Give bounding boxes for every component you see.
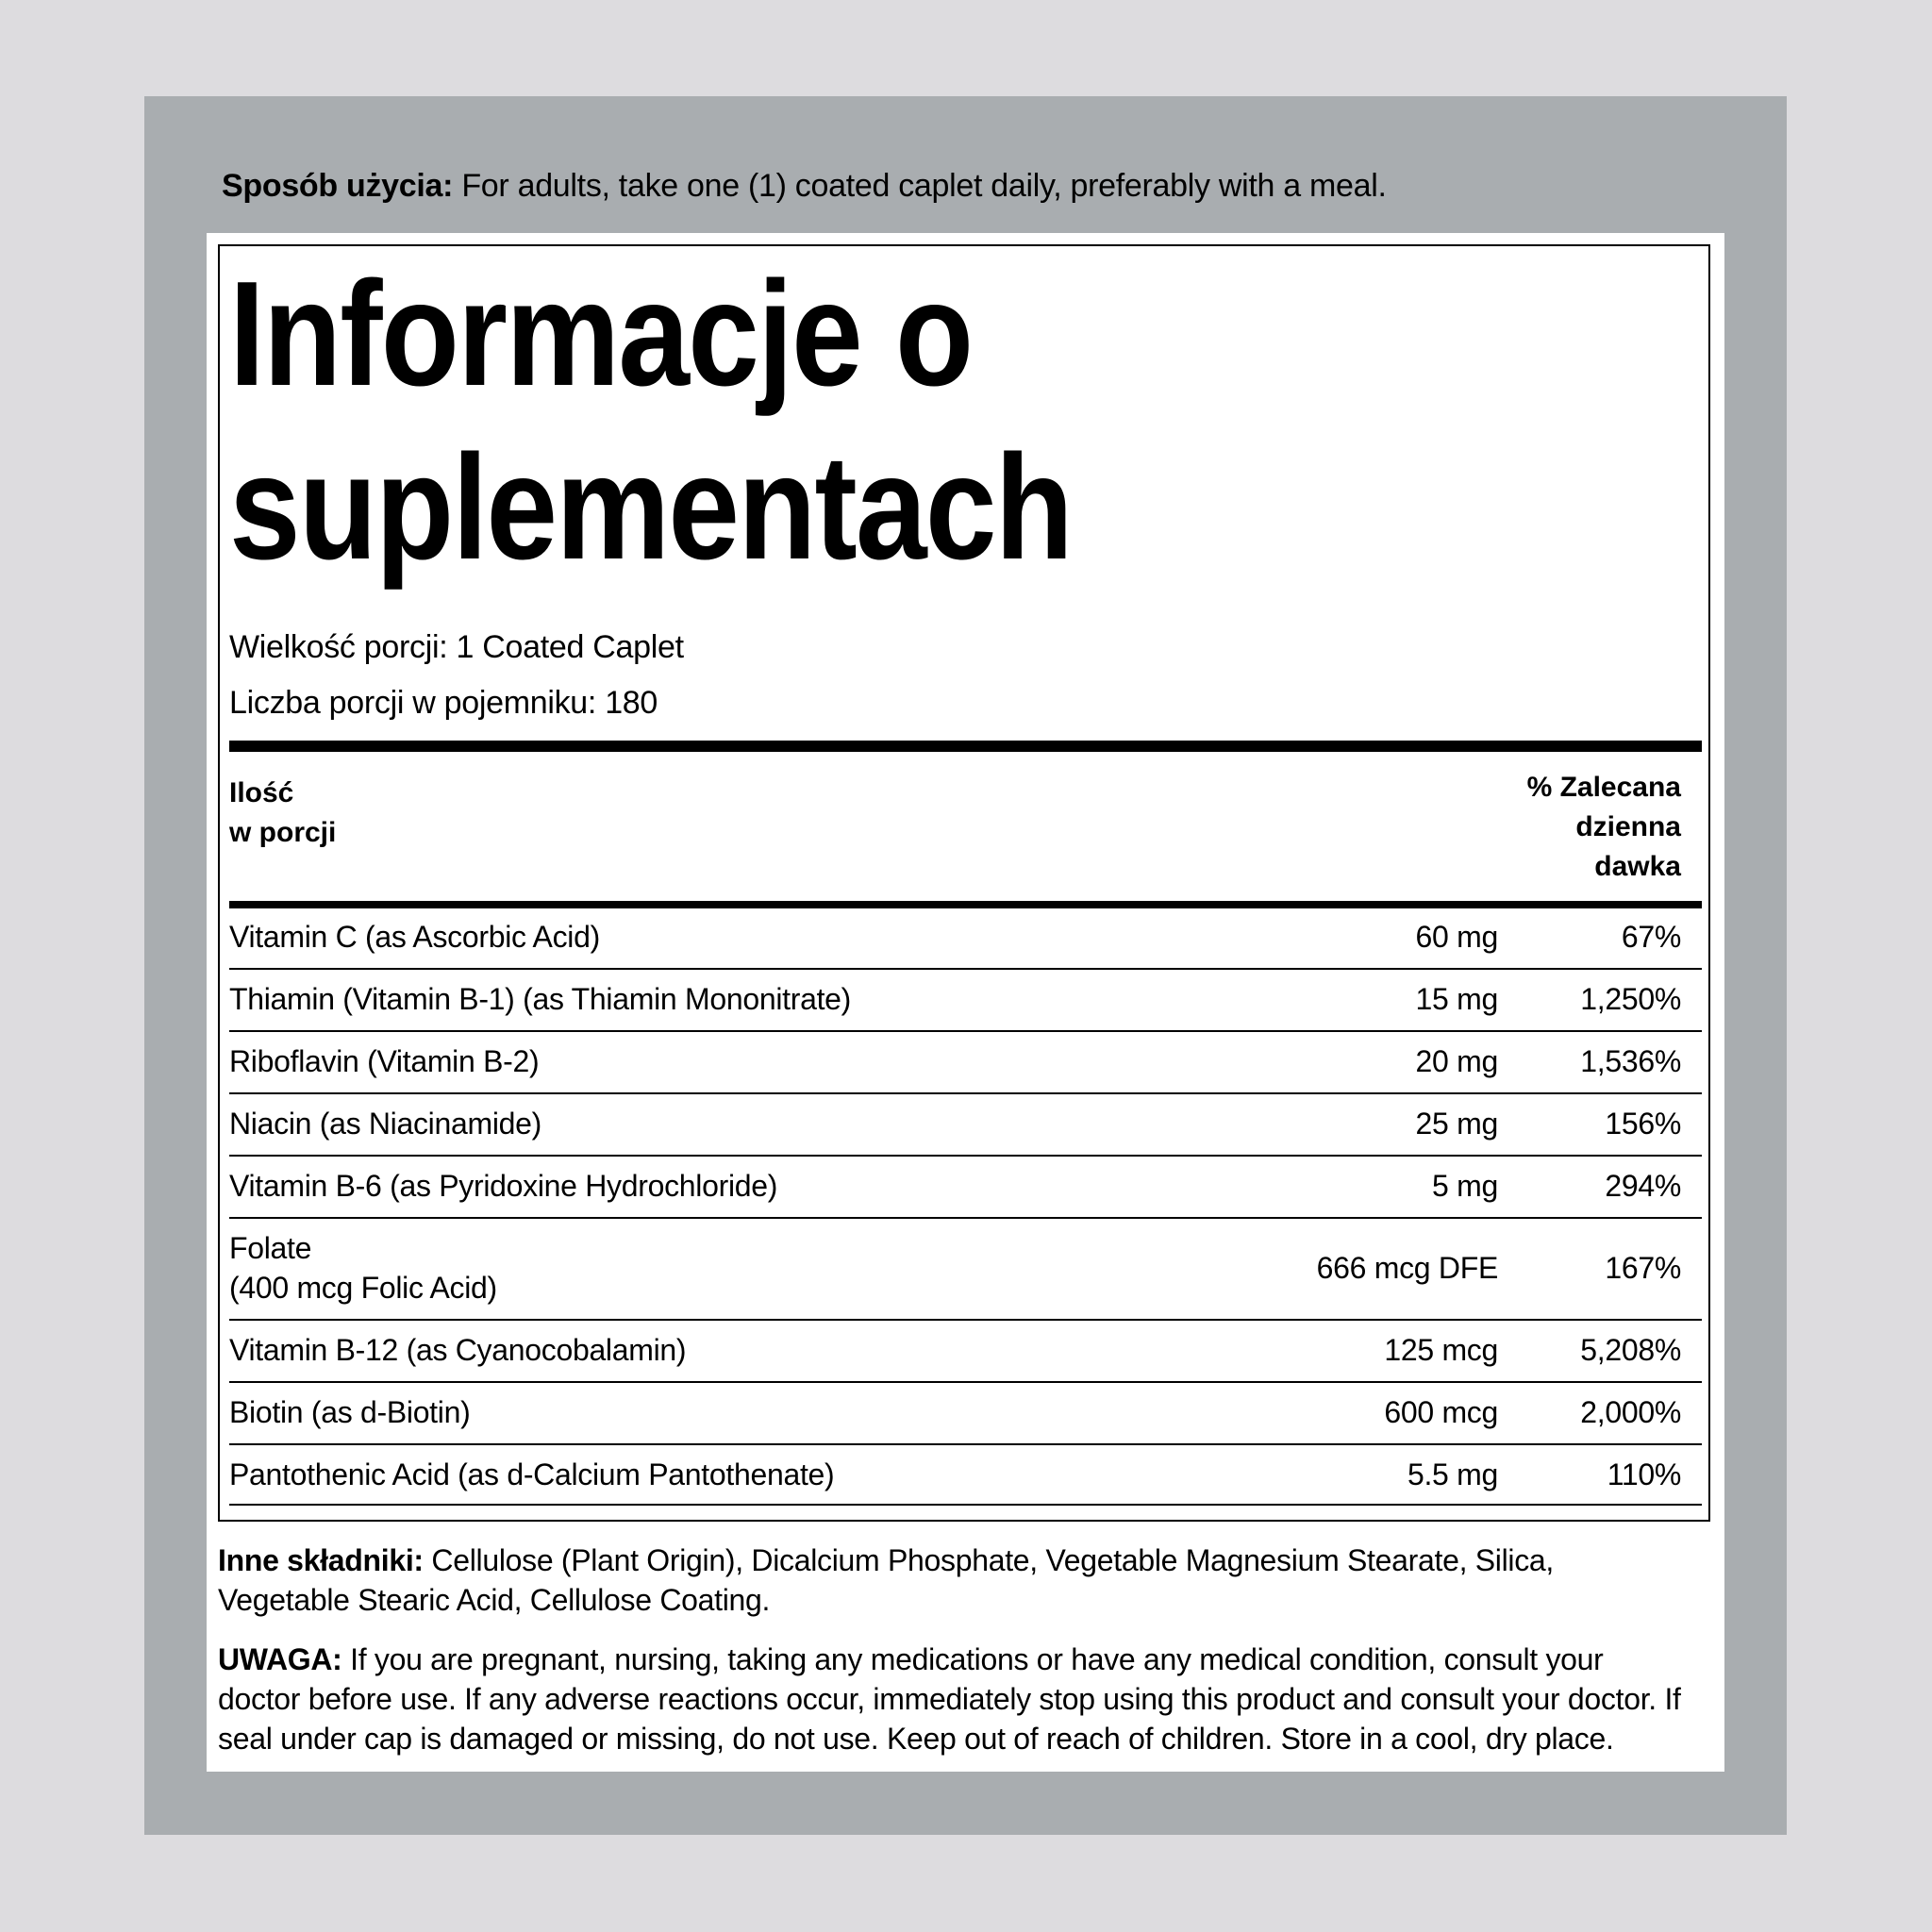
table-row [229,1219,1702,1321]
warning-label: UWAGA: [218,1642,342,1676]
header-amount-line-1: Ilość [229,777,294,808]
table-row [229,1094,1702,1157]
table-row [229,908,1702,970]
nutrient-name: Pantothenic Acid (as d-Calcium Pantothenate) [229,1457,835,1491]
other-ingredients [218,1541,1690,1620]
nutrient-amount: 5 mg [1432,1169,1498,1203]
nutrient-daily-value: 5,208% [1580,1333,1681,1367]
warning-text: If you are pregnant, nursing, taking any medications or have any medical condition, consult your doctor before use. If any adverse reactions occur, immediately stop using this product and consult your doctor. If seal under cap is damaged or missing, do not use. Keep out of reach of children. Store in a cool, dry place. [218,1642,1681,1756]
nutrient-name-line-2: (400 mcg Folic Acid) [229,1271,497,1305]
nutrient-daily-value: 167% [1605,1251,1681,1285]
nutrient-name: Vitamin B-6 (as Pyridoxine Hydrochloride) [229,1169,778,1203]
title-line-1: Informacje o [229,251,973,417]
table-row [229,970,1702,1032]
servings-per-container: Liczba porcji w pojemniku: 180 [229,685,658,721]
header-daily-value [1436,768,1681,887]
directions-body: For adults, take one (1) coated caplet daily, preferably with a meal. [461,168,1387,204]
nutrient-name: Vitamin C (as Ascorbic Acid) [229,920,600,954]
nutrient-name [229,1228,497,1307]
warning [218,1640,1690,1758]
nutrient-name: Biotin (as d-Biotin) [229,1395,471,1429]
nutrient-daily-value: 1,250% [1580,982,1681,1016]
nutrient-daily-value: 110% [1607,1457,1681,1491]
nutrient-amount: 5.5 mg [1407,1457,1498,1491]
nutrient-daily-value: 294% [1605,1169,1681,1203]
nutrient-name-line-1: Folate [229,1231,312,1265]
header-dv-line-1: % Zalecana [1526,772,1681,803]
directions-label: Sposób użycia: [222,168,454,204]
nutrient-amount: 666 mcg DFE [1316,1251,1498,1285]
nutrient-amount: 600 mcg [1384,1395,1498,1429]
header-dv-line-2: dzienna [1575,811,1681,842]
nutrient-name: Niacin (as Niacinamide) [229,1107,541,1141]
nutrient-amount: 15 mg [1415,982,1498,1016]
title-line-2: suplementach [229,425,1073,591]
nutrient-amount: 25 mg [1415,1107,1498,1141]
other-ingredients-label: Inne składniki: [218,1543,424,1577]
header-amount-per-serving [229,774,336,853]
table-row [229,1383,1702,1445]
nutrient-amount: 20 mg [1415,1044,1498,1078]
table-row [229,1445,1702,1506]
serving-size: Wielkość porcji: 1 Coated Caplet [229,629,684,665]
nutrient-name: Riboflavin (Vitamin B-2) [229,1044,540,1078]
table-row [229,1032,1702,1094]
nutrient-name: Thiamin (Vitamin B-1) (as Thiamin Mononitrate) [229,982,852,1016]
header-amount-line-2: w porcji [229,817,337,848]
nutrient-daily-value: 2,000% [1580,1395,1681,1429]
thick-divider-top [229,741,1702,752]
nutrient-table [229,908,1702,1506]
table-row [229,1157,1702,1219]
nutrient-amount: 125 mcg [1384,1333,1498,1367]
nutrient-daily-value: 67% [1621,920,1681,954]
directions-text [222,162,1387,209]
nutrient-amount: 60 mg [1415,920,1498,954]
header-dv-line-3: dawka [1594,851,1681,882]
nutrient-name: Vitamin B-12 (as Cyanocobalamin) [229,1333,687,1367]
nutrient-daily-value: 1,536% [1580,1044,1681,1078]
table-row [229,1321,1702,1383]
nutrient-daily-value: 156% [1605,1107,1681,1141]
supplement-facts-title [229,247,1284,594]
other-ingredients-text: Cellulose (Plant Origin), Dicalcium Phosphate, Vegetable Magnesium Stearate, Silica, Vegetable Stearic Acid, Cellulose Coating. [218,1543,1555,1617]
